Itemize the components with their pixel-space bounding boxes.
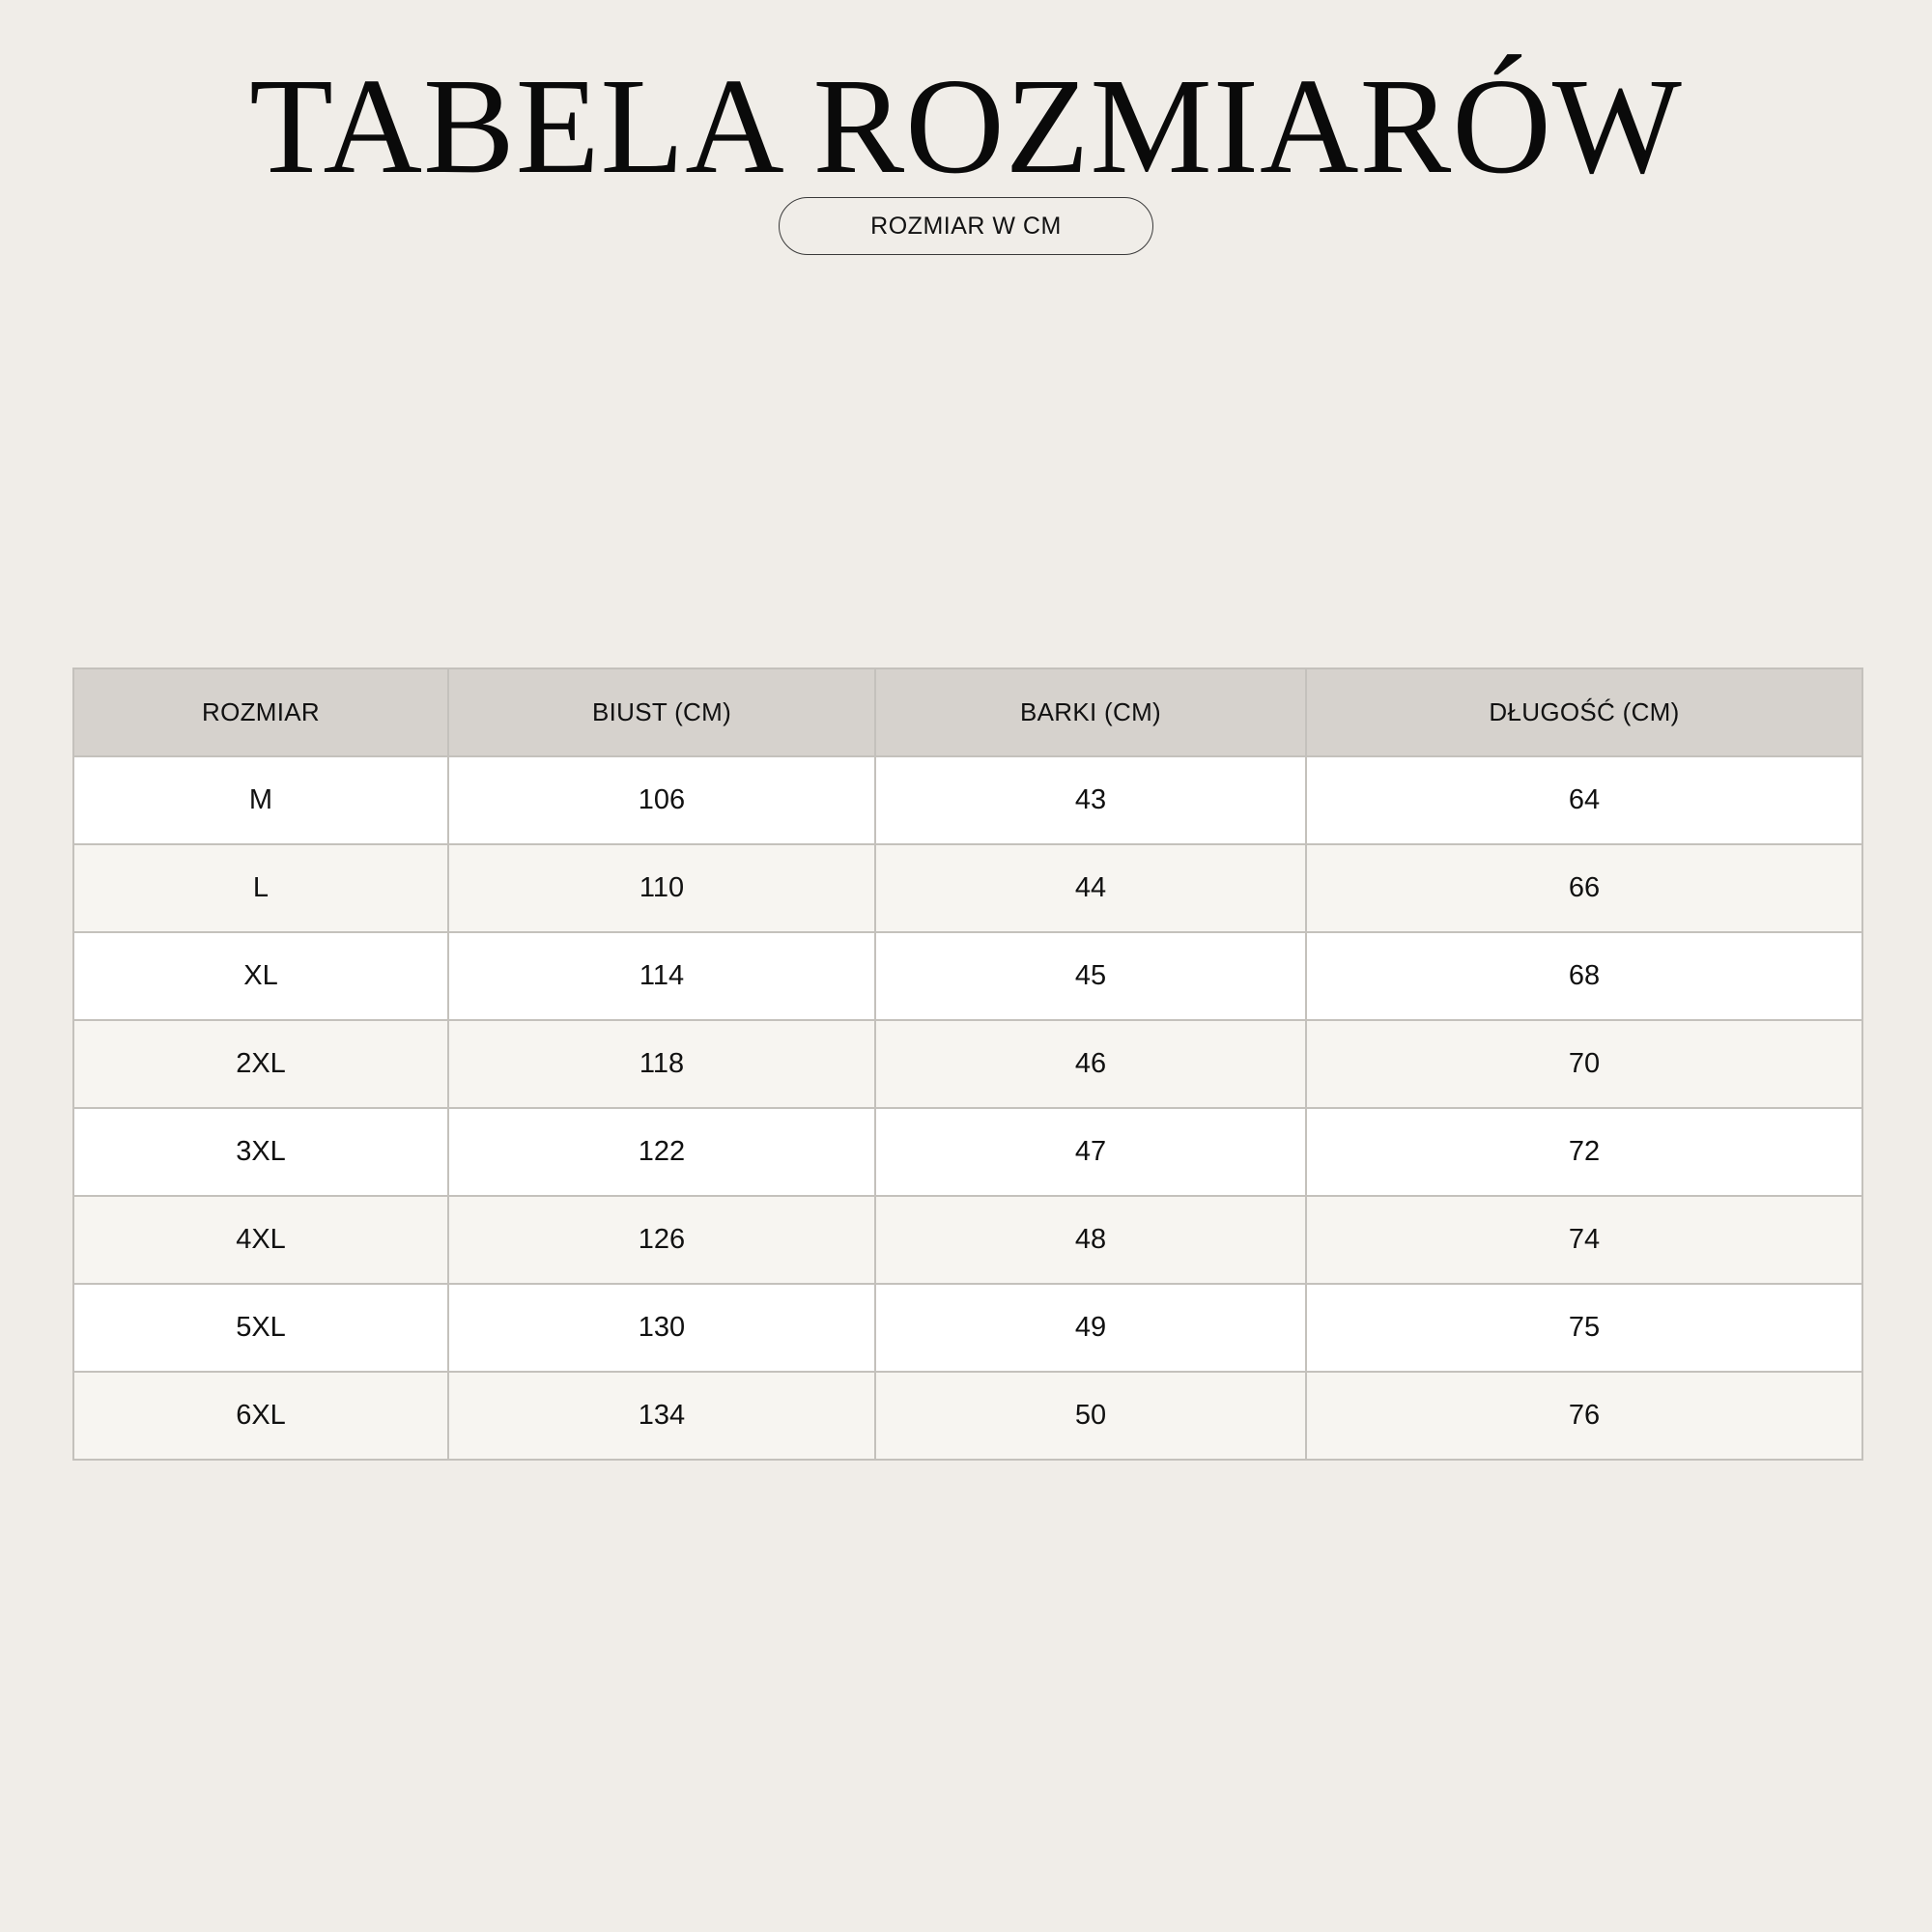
page-title: TABELA ROZMIARÓW <box>249 49 1683 202</box>
unit-badge <box>779 197 1153 255</box>
table-row <box>73 756 1862 844</box>
table-row <box>73 844 1862 932</box>
cell-shoulders: 49 <box>875 1284 1306 1372</box>
cell-bust: 110 <box>448 844 875 932</box>
cell-bust: 106 <box>448 756 875 844</box>
column-header-shoulders: BARKI (CM) <box>875 668 1306 756</box>
cell-bust: 130 <box>448 1284 875 1372</box>
cell-size: 2XL <box>73 1020 448 1108</box>
cell-size: M <box>73 756 448 844</box>
cell-size: L <box>73 844 448 932</box>
cell-length: 75 <box>1306 1284 1862 1372</box>
cell-size: 3XL <box>73 1108 448 1196</box>
table-row <box>73 1196 1862 1284</box>
table-row <box>73 1372 1862 1460</box>
table-row <box>73 1108 1862 1196</box>
column-header-size: ROZMIAR <box>73 668 448 756</box>
cell-length: 66 <box>1306 844 1862 932</box>
cell-length: 72 <box>1306 1108 1862 1196</box>
column-header-length: DŁUGOŚĆ (CM) <box>1306 668 1862 756</box>
cell-shoulders: 48 <box>875 1196 1306 1284</box>
cell-shoulders: 44 <box>875 844 1306 932</box>
cell-shoulders: 46 <box>875 1020 1306 1108</box>
size-chart-table <box>72 668 1863 1461</box>
cell-length: 64 <box>1306 756 1862 844</box>
cell-size: 4XL <box>73 1196 448 1284</box>
table-header-row <box>73 668 1862 756</box>
cell-size: XL <box>73 932 448 1020</box>
cell-shoulders: 47 <box>875 1108 1306 1196</box>
unit-badge-label: ROZMIAR W CM <box>870 212 1062 240</box>
column-header-bust: BIUST (CM) <box>448 668 875 756</box>
cell-length: 74 <box>1306 1196 1862 1284</box>
cell-shoulders: 43 <box>875 756 1306 844</box>
cell-length: 76 <box>1306 1372 1862 1460</box>
cell-bust: 126 <box>448 1196 875 1284</box>
cell-length: 70 <box>1306 1020 1862 1108</box>
table-row <box>73 1020 1862 1108</box>
cell-size: 5XL <box>73 1284 448 1372</box>
cell-bust: 114 <box>448 932 875 1020</box>
cell-length: 68 <box>1306 932 1862 1020</box>
table-row <box>73 1284 1862 1372</box>
cell-shoulders: 50 <box>875 1372 1306 1460</box>
table-row <box>73 932 1862 1020</box>
cell-shoulders: 45 <box>875 932 1306 1020</box>
cell-bust: 122 <box>448 1108 875 1196</box>
cell-bust: 118 <box>448 1020 875 1108</box>
cell-bust: 134 <box>448 1372 875 1460</box>
cell-size: 6XL <box>73 1372 448 1460</box>
